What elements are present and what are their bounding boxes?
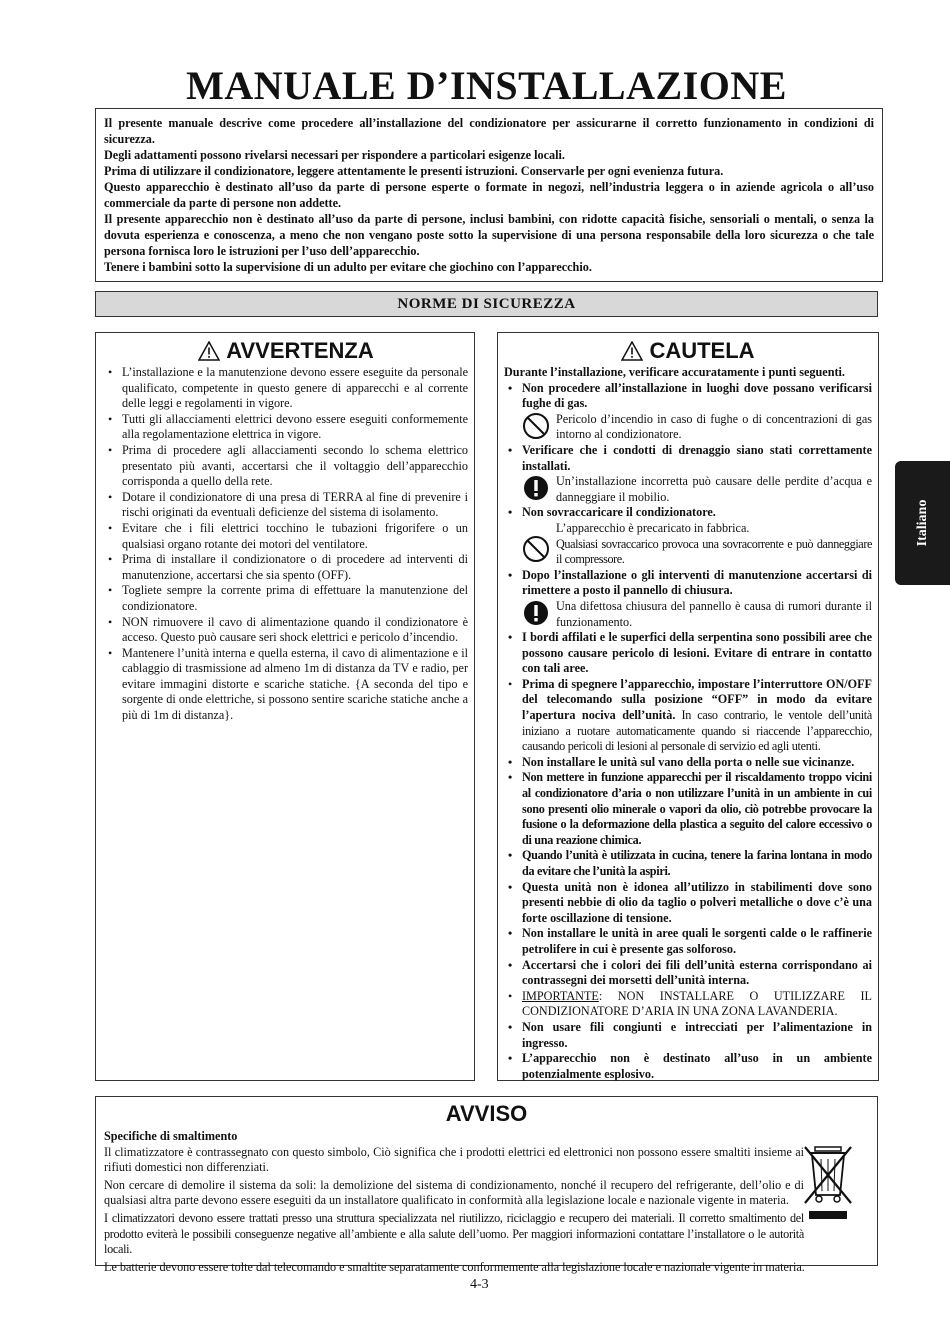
caution-item-rest: : NON INSTALLARE O UTILIZZARE IL CONDIZIONATORE D’ARIA IN UNA ZONA LAVANDERIA. — [522, 988, 872, 1019]
caution-box — [497, 332, 879, 1081]
list-item: • I bordi affilati e le superfici della serpentina sono possibili aree che possono causare pericolo di lesioni. Evitare di entrare in contatto con tali aree. — [504, 630, 872, 677]
caution-heading-label: CAUTELA — [649, 338, 755, 363]
prohibition-icon — [522, 412, 550, 440]
list-item — [504, 677, 872, 755]
intro-paragraph: Il presente apparecchio non è destinato all’uso da parte di persone, inclusi bambini, con ridotte capacità fisiche, sensoriali o mentali, o senza la dovuta esperienza e conoscenza, a meno che non vengano poste sotto la supervisione di una persona responsabile della loro sicurezza o che tale persona fornisca loro le istruzioni per l’uso dell’apparecchio. — [104, 212, 874, 258]
notice-paragraph: Non cercare di demolire il sistema da soli: la demolizione del sistema di condizionamento, nonché il recupero del refrigerante, dell’olio e di qualsiasi altra parte devono essere eseguiti da un installatore qualificato in conformità alla legislazione locale e nazionale vigente in materia. — [104, 1177, 804, 1208]
caution-subnote — [522, 412, 872, 443]
list-item: • Non mettere in funzione apparecchi per il riscaldamento troppo vicini al condizionatore d’aria o non utilizzare l’unità in un ambiente in cui sono presenti olio minerale o vapori da olio, ciò potrebbe provocare la fusione o la deformazione della plastica a seguito del calore eccessivo o di una reazione chimica. — [504, 770, 872, 848]
list-item — [504, 505, 872, 567]
list-item: • Quando l’unità è utilizzata in cucina, tenere la farina lontana in modo da evitare che l’unità la aspiri. — [504, 848, 872, 879]
caution-list — [504, 381, 872, 1083]
caution-heading — [504, 337, 872, 365]
intro-paragraph: Il presente manuale descrive come procedere all’installazione del condizionatore per assicurarne il corretto funzionamento in condizioni di sicurezza. — [104, 116, 874, 146]
important-label: IMPORTANTE — [522, 988, 599, 1003]
subnote-line: Qualsiasi sovraccarico provoca una sovracorrente e può danneggiare il compressore. — [556, 536, 872, 567]
notice-heading: AVVISO — [445, 1101, 528, 1126]
subnote-line: L’apparecchio è precaricato in fabbrica. — [556, 520, 750, 535]
caution-subnote — [522, 599, 872, 630]
subnote-text — [556, 521, 872, 568]
list-item: • L’installazione e la manutenzione devono essere eseguite da personale qualificato, competente in questo genere di apparecchi e al corrente delle leggi e regolamenti in vigore. — [104, 365, 468, 412]
list-item: • Non installare le unità in aree quali le sorgenti calde o le raffinerie petrolifere in cui è presente gas solforoso. — [504, 926, 872, 957]
caution-item-text: Non sovraccaricare il condizionatore. — [522, 505, 716, 520]
prohibition-icon — [522, 535, 550, 563]
list-item: • Prima di installare il condizionatore o di procedere ad interventi di manutenzione, accertarsi che sia spento (OFF). — [104, 552, 468, 583]
list-item — [504, 989, 872, 1020]
intro-paragraph: Prima di utilizzare il condizionatore, leggere attentamente le presenti istruzioni. Conservarle per ogni evenienza futura. — [104, 164, 724, 178]
warning-heading-label: AVVERTENZA — [226, 338, 374, 363]
caution-item-text: Verificare che i condotti di drenaggio siano stati correttamente installati. — [522, 442, 872, 473]
list-item — [504, 443, 872, 505]
subnote-text: Una difettosa chiusura del pannello è causa di rumori durante il funzionamento. — [556, 598, 872, 629]
list-item: • Questa unità non è idonea all’utilizzo in stabilimenti dove sono presenti nebbie di olio da taglio o polveri metalliche o dove c’è una forte oscillazione di tensione. — [504, 880, 872, 927]
crossed-out-bin-icon — [801, 1143, 855, 1221]
caution-subnote — [522, 521, 872, 568]
notice-subheading: Specifiche di smaltimento — [104, 1129, 238, 1143]
notice-paragraph: Il climatizzatore è contrassegnato con questo simbolo, Ciò significa che i prodotti elettrici ed elettronici non possono essere smaltiti insieme ai rifiuti domestici non differenziati. — [104, 1144, 804, 1175]
intro-paragraph: Tenere i bambini sotto la supervisione di un adulto per evitare che giochino con l’apparecchio. — [104, 260, 592, 274]
subnote-text: Un’installazione incorretta può causare delle perdite d’acqua e danneggiare il mobilio. — [556, 474, 872, 504]
list-item: • Prima di procedere agli allacciamenti secondo lo schema elettrico presentato più avanti, accertarsi che il voltaggio dell’apparecchio corrisponda a quello della rete. — [104, 443, 468, 490]
page-number: 4-3 — [470, 1277, 489, 1292]
section-title: NORME DI SICUREZZA — [95, 291, 878, 317]
caution-item-bold: Prima di spegnere l’apparecchio, impostare l’interruttore ON/OFF del telecomando sulla posizione “OFF” in modo da evitare l’apertura nociva dell’unità. — [522, 676, 872, 723]
list-item: • Evitare che i fili elettrici tocchino le tubazioni frigorifere o un qualsiasi organo rotante dei motori del ventilatore. — [104, 521, 468, 552]
caution-item-text: Dopo l’installazione o gli interventi di manutenzione accertarsi di rimettere a posto il pannello di chiusura. — [522, 567, 872, 598]
subnote-text: Pericolo d’incendio in caso di fughe o di concentrazioni di gas intorno al condizionatore. — [556, 411, 872, 442]
caution-subnote — [522, 474, 872, 505]
notice-paragraph: Le batterie devono essere tolte dal telecomando e smaltite separatamente conformemente alla legislazione locale e nazionale vigente in materia. — [104, 1259, 805, 1274]
list-item: • Tutti gli allacciamenti elettrici devono essere eseguiti conformemente alla regolamentazione elettrica in vigore. — [104, 412, 468, 443]
list-item — [504, 381, 872, 443]
warning-triangle-icon — [621, 341, 643, 361]
list-item: • Accertarsi che i colori dei fili dell’unità esterna corrispondano ai contrassegni dei morsetti dell’unità interna. — [504, 958, 872, 989]
list-item: • Dotare il condizionatore di una presa di TERRA al fine di prevenire i rischi originati da eventuali deficienze del sistema di isolamento. — [104, 490, 468, 521]
list-item: • Mantenere l’unità interna e quella esterna, il cavo di alimentazione e il cablaggio di trasmissione ad almeno 1m di distanza da TV e radio, per evitare immagini distorte e scariche statiche. {A seconda del tipo e sorgente di onde elettriche, si possono sentire scariche statiche anche a più di 1m di distanza}. — [104, 646, 468, 724]
list-item — [504, 568, 872, 630]
warning-list — [104, 365, 468, 724]
intro-box — [95, 108, 883, 282]
list-item: • Non usare fili congiunti e intrecciati per l’alimentazione in ingresso. — [504, 1020, 872, 1051]
list-item: • NON rimuovere il cavo di alimentazione quando il condizionatore è acceso. Questo può causare seri shock elettrici e pericolo d’incendio. — [104, 615, 468, 646]
caution-item-rest: In caso contrario, le ventole dell’unità iniziano a ruotare automaticamente quando si riaccende l’apparecchio, causando pericoli di lesioni al personale di servizio ed agli utenti. — [522, 708, 872, 754]
warning-box — [95, 332, 475, 1081]
list-item: • Togliete sempre la corrente prima di effettuare la manutenzione del condizionatore. — [104, 583, 468, 614]
warning-triangle-icon — [198, 341, 220, 361]
notice-paragraph: I climatizzatori devono essere trattati presso una struttura specializzata nel riutilizzo, riciclaggio e recupero dei materiali. Il corretto smaltimento del prodotto eviterà le possibili conseguenze negative all’ambiente e alla salute dell’uomo. Per maggiori informazioni contattare l’installatore o le autorità locali. — [104, 1210, 804, 1257]
intro-paragraph: Questo apparecchio è destinato all’uso da parte di persone esperte o formate in negozi, nell’industria leggera o in aziende agricola o all’uso commerciale da parte di persone non addette. — [104, 180, 874, 210]
caution-intro: Durante l’installazione, verificare accuratamente i punti seguenti. — [504, 365, 845, 379]
caution-item-text: Non procedere all’installazione in luoghi dove possano verificarsi fughe di gas. — [522, 380, 872, 411]
page-title: MANUALE D’INSTALLAZIONE — [186, 63, 787, 108]
notice-box — [95, 1096, 878, 1274]
list-item: • Non installare le unità sul vano della porta o nelle sue vicinanze. — [504, 755, 872, 771]
warning-heading — [104, 337, 468, 365]
language-tab — [895, 461, 950, 585]
intro-paragraph: Degli adattamenti possono rivelarsi necessari per rispondere a particolari esigenze locali. — [104, 148, 565, 162]
language-tab-label: Italiano — [914, 499, 930, 547]
list-item: • L’apparecchio non è destinato all’uso in un ambiente potenzialmente esplosivo. — [504, 1051, 872, 1082]
mandatory-icon — [522, 599, 550, 627]
mandatory-icon — [522, 474, 550, 502]
